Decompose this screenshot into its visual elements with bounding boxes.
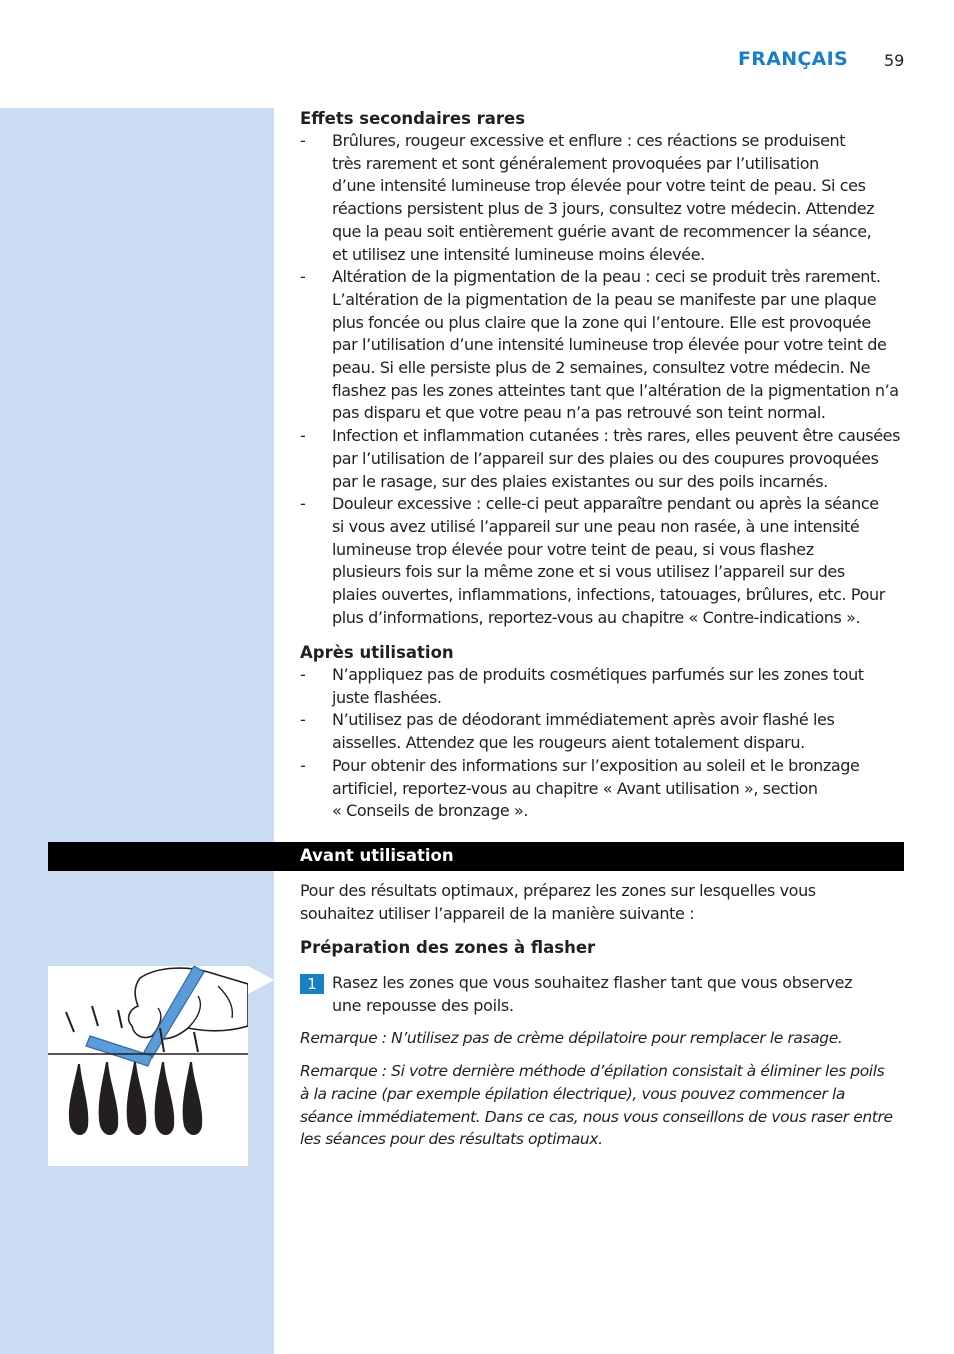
list-item-line: Pour obtenir des informations sur l’exposition au soleil et le bronzage (332, 755, 860, 775)
list-item-line: flashez pas les zones atteintes tant que l’altération de la pigmentation n’a (332, 380, 899, 400)
list-item (300, 266, 910, 425)
after-use-heading: Après utilisation (300, 643, 454, 662)
list-item-line: que la peau soit entièrement guérie avant de recommencer la séance, (332, 221, 872, 241)
list-item-line: Douleur excessive : celle-ci peut apparaître pendant ou après la séance (332, 494, 879, 514)
before-use-intro (300, 880, 910, 959)
list-item-line: très rarement et sont généralement provoquées par l’utilisation (332, 153, 819, 173)
page-number: 59 (884, 51, 905, 70)
text-line: à la racine (par exemple épilation électrique), vous pouvez commencer la (300, 1084, 845, 1103)
bullet-dash: - (300, 267, 306, 287)
step-number-badge: 1 (300, 974, 324, 994)
text-line: Pour des résultats optimaux, préparez les zones sur lesquelles vous (300, 881, 816, 900)
bullet-dash: - (300, 494, 306, 514)
list-item-line: N’utilisez pas de déodorant immédiatement après avoir flashé les (332, 710, 835, 730)
step-1 (300, 972, 910, 1151)
list-item-line: N’appliquez pas de produits cosmétiques parfumés sur les zones tout (332, 665, 864, 684)
list-item-line: peau. Si elle persiste plus de 2 semaines, consultez votre médecin. Ne (332, 358, 871, 378)
step-text (300, 972, 910, 1017)
list-item-line: lumineuse trop élevée pour votre teint de peau, si vous flashez (332, 539, 814, 559)
list-item-line: pas disparu et que votre peau n’a pas retrouvé son teint normal. (332, 403, 826, 423)
list-item (300, 664, 910, 709)
list-item-line: Altération de la pigmentation de la peau : ceci se produit très rarement. (332, 267, 881, 287)
section-title: Avant utilisation (300, 846, 454, 865)
note-depilatory: Remarque : N’utilisez pas de crème dépilatoire pour remplacer le rasage. (300, 1029, 843, 1048)
bullet-dash: - (300, 131, 306, 150)
bullet-dash: - (300, 665, 306, 684)
list-item (300, 493, 910, 629)
note-epilation (300, 1060, 910, 1151)
text-line: les séances pour des résultats optimaux. (300, 1130, 603, 1149)
list-item-line: plusieurs fois sur la même zone et si vous utilisez l’appareil sur des (332, 562, 845, 582)
sidebar-panel (0, 108, 274, 1354)
list-item-line: artificiel, reportez-vous au chapitre « Avant utilisation », section (332, 778, 818, 798)
list-item (300, 130, 910, 266)
list-item-line: et utilisez une intensité lumineuse moins élevée. (332, 244, 705, 264)
language-header: FRANÇAIS (738, 48, 849, 70)
text-line: souhaitez utiliser l’appareil de la manière suivante : (300, 903, 695, 923)
text-line: Remarque : Si votre dernière méthode d’épilation consistait à éliminer les poils (300, 1062, 885, 1081)
list-item-line: par l’utilisation d’une intensité lumineuse trop élevée pour votre teint de (332, 335, 887, 355)
list-item-line: aisselles. Attendez que les rougeurs aient totalement disparu. (332, 733, 805, 753)
after-use-list (300, 664, 910, 823)
side-effects-list (300, 130, 910, 629)
preparation-subheading: Préparation des zones à flasher (300, 938, 596, 958)
list-item-line: Brûlures, rougeur excessive et enflure : ces réactions se produisent (332, 131, 846, 150)
list-item (300, 755, 910, 823)
section-title-bar (48, 842, 904, 871)
text-line: séance immédiatement. Dans ce cas, nous vous conseillons de vous raser entre (300, 1107, 893, 1126)
list-item-line: plus d’informations, reportez-vous au chapitre « Contre-indications ». (332, 607, 861, 627)
text-line: Rasez les zones que vous souhaitez flasher tant que vous observez (332, 973, 853, 992)
shaving-illustration (48, 966, 248, 1166)
list-item-line: L’altération de la pigmentation de la peau se manifeste par une plaque (332, 289, 877, 309)
bullet-dash: - (300, 710, 306, 730)
list-item-line: « Conseils de bronzage ». (332, 801, 529, 821)
intro-paragraph (300, 880, 910, 925)
bullet-dash: - (300, 426, 306, 446)
list-item-line: par le rasage, sur des plaies existantes ou sur des poils incarnés. (332, 471, 828, 491)
side-effects-heading: Effets secondaires rares (300, 109, 526, 128)
list-item-line: si vous avez utilisé l’appareil sur une peau non rasée, à une intensité (332, 516, 860, 536)
list-item (300, 425, 910, 493)
list-item-line: juste flashées. (332, 687, 442, 707)
text-line: une repousse des poils. (332, 995, 514, 1015)
figure-pointer (248, 966, 274, 994)
list-item-line: Infection et inflammation cutanées : très rares, elles peuvent être causées (332, 426, 901, 446)
list-item-line: d’une intensité lumineuse trop élevée pour votre teint de peau. Si ces (332, 176, 866, 196)
side-effects-section (300, 108, 910, 629)
list-item-line: réactions persistent plus de 3 jours, consultez votre médecin. Attendez (332, 199, 875, 219)
list-item (300, 709, 910, 754)
list-item-line: plus foncée ou plus claire que la zone qui l’entoure. Elle est provoquée (332, 312, 871, 332)
list-item-line: par l’utilisation de l’appareil sur des plaies ou des coupures provoquées (332, 448, 879, 468)
bullet-dash: - (300, 755, 306, 775)
list-item-line: plaies ouvertes, inflammations, infections, tatouages, brûlures, etc. Pour (332, 585, 885, 605)
after-use-section (300, 642, 910, 823)
